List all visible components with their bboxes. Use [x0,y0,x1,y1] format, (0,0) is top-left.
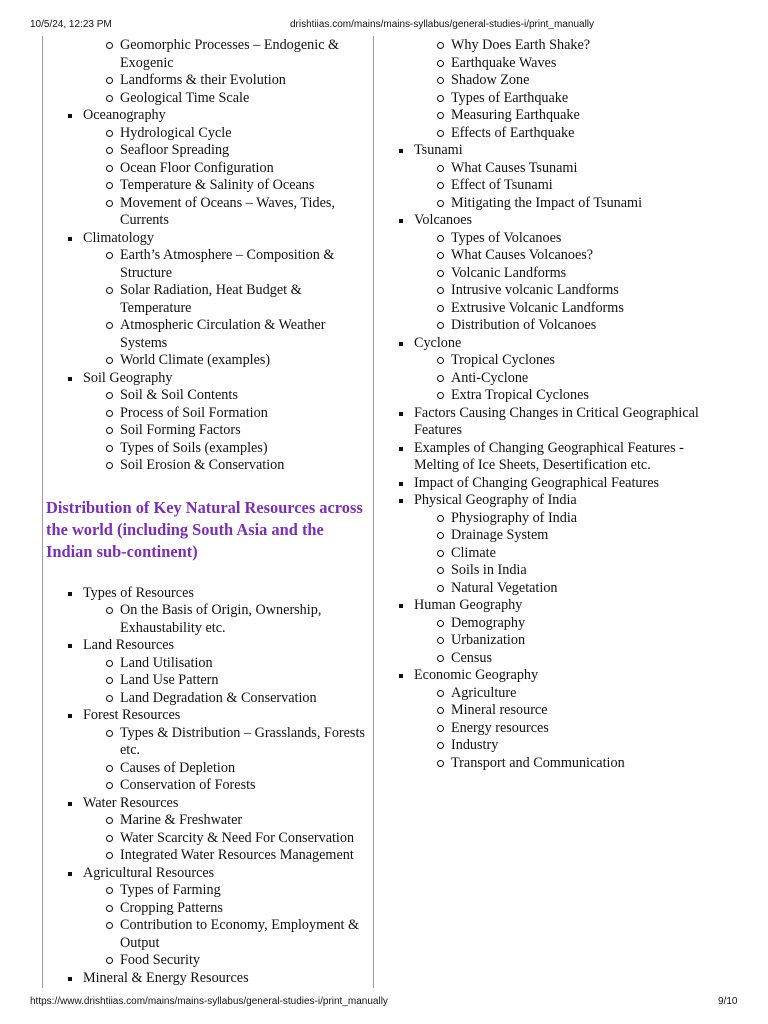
item-text: Earthquake Waves [451,54,557,71]
print-timestamp: 10/5/24, 12:23 PM [30,19,112,30]
subtopic-item [46,725,372,760]
item-text: Landforms & their Evolution [120,72,286,88]
item-text: Mineral resource [451,702,548,718]
circle-bullet-icon [437,130,444,137]
subtopic-item [46,37,372,72]
subtopic-item [46,690,372,708]
topic-item [46,707,372,725]
item-text: Agricultural Resources [83,864,215,881]
item-text: Economic Geography [414,667,539,683]
item-text: Human Geography [414,597,523,613]
subtopic-item [377,72,722,90]
item-text: Atmospheric Circulation & Weather Systems [120,317,326,351]
left-column [46,37,372,987]
circle-bullet-icon [437,95,444,102]
square-bullet-icon [68,714,72,718]
circle-bullet-icon [106,147,113,154]
circle-bullet-icon [106,410,113,417]
item-text: Food Security [120,952,200,968]
subtopic-item [377,247,722,265]
item-text: Ocean Floor Configuration [120,159,274,176]
circle-bullet-icon [106,287,113,294]
square-bullet-icon [399,499,403,503]
subtopic-item [377,650,722,668]
circle-bullet-icon [106,765,113,772]
circle-bullet-icon [106,130,113,137]
subtopic-item [377,755,722,773]
subtopic-item [46,160,372,178]
item-text: Impact of Changing Geographical Features [414,474,660,491]
item-text: Cyclone [414,334,462,351]
item-text: What Causes Tsunami [451,159,578,176]
subtopic-item [46,777,372,795]
item-text: Extra Tropical Cyclones [451,387,589,403]
item-text: Physiography of India [451,509,578,526]
subtopic-item [46,812,372,830]
circle-bullet-icon [106,95,113,102]
topic-item [46,637,372,655]
subtopic-item [377,720,722,738]
topic-item [377,597,722,615]
circle-bullet-icon [437,305,444,312]
subtopic-item [46,405,372,423]
subtopic-item [377,265,722,283]
item-text: Types of Farming [120,882,221,898]
subtopic-item [46,142,372,160]
left-border-line [42,36,43,988]
subtopic-item [46,602,372,637]
item-text: Process of Soil Formation [120,404,268,421]
item-text: Mitigating the Impact of Tsunami [451,194,643,211]
circle-bullet-icon [437,252,444,259]
item-text: Movement of Oceans – Waves, Tides, Currents [120,194,335,228]
topic-item [377,142,722,160]
item-text: Natural Vegetation [451,579,558,596]
item-text: Climatology [83,229,154,246]
topic-item [46,370,372,388]
square-bullet-icon [68,802,72,806]
item-text: Effects of Earthquake [451,124,575,141]
subtopic-item [46,882,372,900]
subtopic-item [377,510,722,528]
circle-bullet-icon [106,835,113,842]
square-bullet-icon [399,447,403,451]
circle-bullet-icon [106,607,113,614]
item-text: Earth’s Atmosphere – Composition & Structure [120,247,335,281]
subtopic-item [377,37,722,55]
subtopic-item [377,300,722,318]
item-text: Land Degradation & Conservation [120,689,317,706]
circle-bullet-icon [106,165,113,172]
subtopic-item [46,317,372,352]
item-text: Agriculture [451,684,517,701]
item-text: Tsunami [414,142,463,158]
subtopic-item [46,90,372,108]
item-text: Solar Radiation, Heat Budget & Temperature [120,282,302,316]
subtopic-item [46,457,372,475]
circle-bullet-icon [437,42,444,49]
square-bullet-icon [399,604,403,608]
circle-bullet-icon [437,112,444,119]
item-text: Geological Time Scale [120,89,250,106]
topic-item [377,667,722,685]
subtopic-item [377,632,722,650]
left-syllabus-list-bottom [46,585,372,988]
subtopic-item [377,352,722,370]
circle-bullet-icon [106,695,113,702]
circle-bullet-icon [437,77,444,84]
circle-bullet-icon [437,532,444,539]
square-bullet-icon [399,482,403,486]
circle-bullet-icon [437,567,444,574]
subtopic-item [46,387,372,405]
square-bullet-icon [68,237,72,241]
subtopic-item [46,352,372,370]
subtopic-item [377,177,722,195]
subtopic-item [46,282,372,317]
item-text: Intrusive volcanic Landforms [451,282,619,298]
topic-item [377,335,722,353]
square-bullet-icon [68,592,72,596]
subtopic-item [377,282,722,300]
square-bullet-icon [399,149,403,153]
item-text: Integrated Water Resources Management [120,847,354,863]
item-text: Tropical Cyclones [451,352,555,368]
circle-bullet-icon [437,165,444,172]
subtopic-item [46,952,372,970]
circle-bullet-icon [106,922,113,929]
item-text: Energy resources [451,719,549,736]
subtopic-item [46,760,372,778]
item-text: Hydrological Cycle [120,124,232,141]
circle-bullet-icon [106,852,113,859]
topic-item [46,865,372,883]
topic-item [46,970,372,988]
item-text: Oceanography [83,107,166,123]
subtopic-item [377,55,722,73]
subtopic-item [377,580,722,598]
circle-bullet-icon [437,357,444,364]
circle-bullet-icon [437,60,444,67]
subtopic-item [377,562,722,580]
circle-bullet-icon [106,357,113,364]
circle-bullet-icon [437,655,444,662]
circle-bullet-icon [437,235,444,242]
subtopic-item [46,440,372,458]
item-text: Why Does Earth Shake? [451,37,591,53]
circle-bullet-icon [106,782,113,789]
item-text: Demography [451,614,526,631]
item-text: Land Resources [83,637,175,653]
item-text: Soil Geography [83,369,173,386]
item-text: Seafloor Spreading [120,142,230,158]
item-text: Transport and Communication [451,754,625,771]
left-syllabus-list-top [46,37,372,475]
item-text: Distribution of Volcanoes [451,317,597,333]
circle-bullet-icon [106,445,113,452]
item-text: Temperature & Salinity of Oceans [120,177,315,193]
circle-bullet-icon [437,392,444,399]
subtopic-item [46,422,372,440]
item-text: Land Use Pattern [120,672,219,688]
topic-item [46,107,372,125]
circle-bullet-icon [437,585,444,592]
item-text: Types of Resources [83,584,194,601]
subtopic-item [46,125,372,143]
circle-bullet-icon [437,742,444,749]
item-text: Contribution to Economy, Employment & Output [120,917,360,951]
item-text: Mineral & Energy Resources [83,969,249,986]
circle-bullet-icon [437,515,444,522]
footer-page-number: 9/10 [718,996,738,1007]
circle-bullet-icon [106,905,113,912]
circle-bullet-icon [106,660,113,667]
item-text: Physical Geography of India [414,492,577,508]
circle-bullet-icon [106,957,113,964]
circle-bullet-icon [437,182,444,189]
subtopic-item [377,317,722,335]
item-text: Types of Volcanoes [451,229,562,246]
item-text: Marine & Freshwater [120,812,243,828]
item-text: Water Scarcity & Need For Conservation [120,829,355,846]
circle-bullet-icon [437,707,444,714]
column-divider-line [373,36,374,988]
item-text: Anti-Cyclone [451,369,529,386]
square-bullet-icon [399,219,403,223]
item-text: Factors Causing Changes in Critical Geographical Features [414,404,699,438]
square-bullet-icon [68,644,72,648]
item-text: Measuring Earthquake [451,107,580,123]
square-bullet-icon [399,674,403,678]
topic-item [377,492,722,510]
topic-item [46,585,372,603]
circle-bullet-icon [106,887,113,894]
circle-bullet-icon [106,42,113,49]
subtopic-item [46,72,372,90]
square-bullet-icon [68,977,72,981]
item-text: Climate [451,544,496,561]
subtopic-item [46,917,372,952]
item-text: Conservation of Forests [120,777,256,793]
item-text: World Climate (examples) [120,352,271,368]
subtopic-item [377,615,722,633]
item-text: Census [451,649,492,666]
circle-bullet-icon [437,550,444,557]
item-text: Soils in India [451,562,527,578]
footer-url: https://www.drishtiias.com/mains/mains-syllabus/general-studies-i/print_manually [30,996,388,1007]
circle-bullet-icon [106,427,113,434]
item-text: Urbanization [451,632,526,648]
circle-bullet-icon [106,462,113,469]
subtopic-item [377,527,722,545]
circle-bullet-icon [106,392,113,399]
topic-item [377,475,722,493]
item-text: What Causes Volcanoes? [451,247,594,263]
circle-bullet-icon [106,322,113,329]
subtopic-item [377,125,722,143]
topic-item [46,230,372,248]
circle-bullet-icon [106,200,113,207]
item-text: Volcanoes [414,212,473,228]
item-text: Extrusive Volcanic Landforms [451,299,624,316]
item-text: Types & Distribution – Grasslands, Forests etc. [120,724,365,758]
item-text: Water Resources [83,794,179,811]
item-text: Types of Earthquake [451,89,569,106]
circle-bullet-icon [106,252,113,259]
item-text: On the Basis of Origin, Ownership, Exhaustability etc. [120,602,322,636]
circle-bullet-icon [106,182,113,189]
subtopic-item [377,370,722,388]
topic-item [46,795,372,813]
right-syllabus-list [377,37,722,772]
subtopic-item [377,545,722,563]
item-text: Forest Resources [83,707,181,723]
right-column [377,37,722,772]
item-text: Industry [451,737,499,753]
square-bullet-icon [68,872,72,876]
item-text: Volcanic Landforms [451,264,567,281]
circle-bullet-icon [437,620,444,627]
subtopic-item [46,847,372,865]
subtopic-item [377,195,722,213]
subtopic-item [377,387,722,405]
item-text: Soil & Soil Contents [120,387,238,403]
circle-bullet-icon [106,730,113,737]
section-heading: Distribution of Key Natural Resources across the world (including South Asia and the Indian sub-continent) [46,497,363,561]
circle-bullet-icon [106,817,113,824]
square-bullet-icon [399,342,403,346]
circle-bullet-icon [437,690,444,697]
subtopic-item [377,702,722,720]
item-text: Types of Soils (examples) [120,439,268,456]
circle-bullet-icon [437,200,444,207]
topic-item [377,212,722,230]
circle-bullet-icon [437,725,444,732]
square-bullet-icon [399,412,403,416]
item-text: Soil Forming Factors [120,422,241,438]
item-text: Shadow Zone [451,72,530,88]
item-text: Drainage System [451,527,549,543]
circle-bullet-icon [106,77,113,84]
circle-bullet-icon [106,677,113,684]
item-text: Geomorphic Processes – Endogenic & Exogenic [120,37,340,71]
subtopic-item [46,830,372,848]
subtopic-item [46,247,372,282]
subtopic-item [377,230,722,248]
circle-bullet-icon [437,270,444,277]
print-page-url: drishtiias.com/mains/mains-syllabus/general-studies-i/print_manually [290,19,595,30]
subtopic-item [377,737,722,755]
circle-bullet-icon [437,322,444,329]
subtopic-item [46,177,372,195]
subtopic-item [377,685,722,703]
square-bullet-icon [68,114,72,118]
item-text: Soil Erosion & Conservation [120,457,285,473]
topic-item [377,405,722,440]
item-text: Examples of Changing Geographical Features - Melting of Ice Sheets, Desertification etc. [414,439,684,473]
circle-bullet-icon [437,760,444,767]
subtopic-item [377,160,722,178]
square-bullet-icon [68,377,72,381]
subtopic-item [377,90,722,108]
circle-bullet-icon [437,287,444,294]
subtopic-item [46,672,372,690]
circle-bullet-icon [437,637,444,644]
subtopic-item [46,655,372,673]
item-text: Causes of Depletion [120,759,236,776]
item-text: Land Utilisation [120,654,213,671]
subtopic-item [46,195,372,230]
item-text: Cropping Patterns [120,899,223,916]
topic-item [377,440,722,475]
subtopic-item [377,107,722,125]
subtopic-item [46,900,372,918]
circle-bullet-icon [437,375,444,382]
item-text: Effect of Tsunami [451,177,553,193]
